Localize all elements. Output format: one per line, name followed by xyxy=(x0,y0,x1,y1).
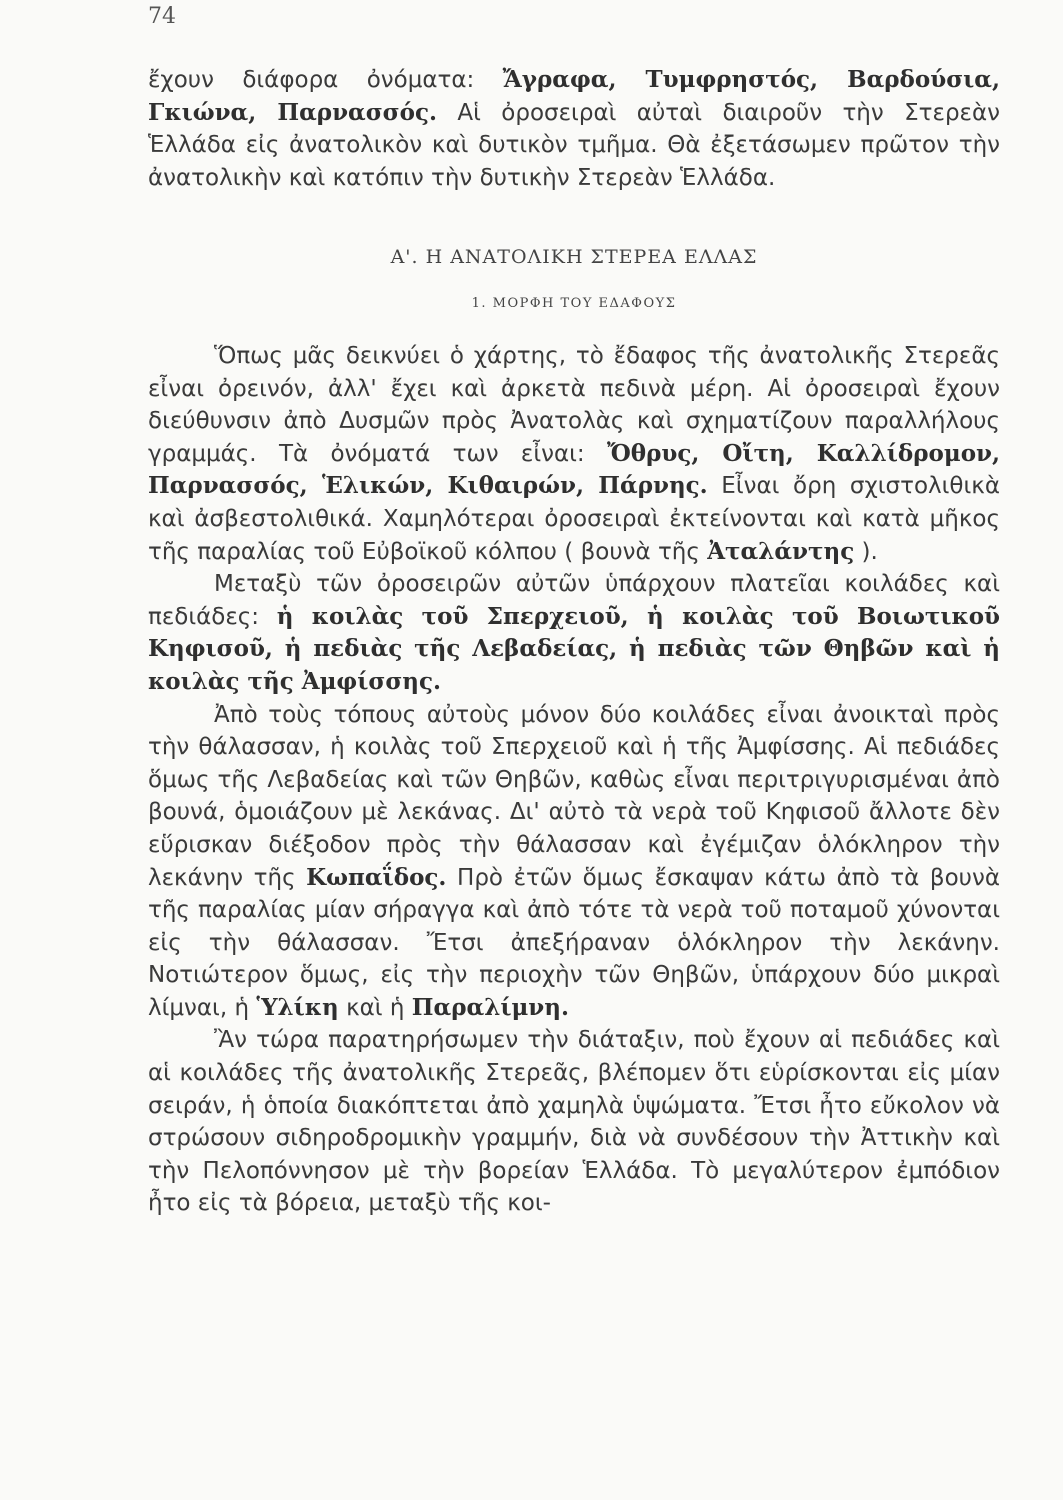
subsection-heading: 1. ΜΟΡΦΗ ΤΟΥ ΕΔΑΦΟΥΣ xyxy=(471,296,677,311)
intro-paragraph xyxy=(148,64,1000,194)
p1-text-3: ). xyxy=(854,538,878,565)
p1-text-2: Εἶναι ὄρη σχιστολιθικὰ καὶ ἀσβεστολιθικά. Χαμηλότεραι ὀροσειραὶ ἐκτείνονται καὶ κατὰ μῆκος τῆς παραλίας τοῦ Εὐβοϊκοῦ κόλπου ( βουνὰ τῆς xyxy=(148,473,1000,565)
p3-bold-2: Ὑλίκη xyxy=(256,993,339,1021)
p1-bold-1: Ὄθρυς, Οἴτη, Καλλίδρομον, Παρνασσός, Ἑλικών, Κιθαιρών, Πάρνης. xyxy=(148,439,1001,500)
p3-text-3: καὶ ἡ xyxy=(338,994,412,1021)
p2-bold-1: ἡ κοιλὰς τοῦ Σπερχειοῦ, ἡ κοιλὰς τοῦ Βοιωτικοῦ Κηφισοῦ, ἡ πεδιὰς τῆς Λεβαδείας, ἡ πεδιὰς τῶν Θηβῶν καὶ ἡ κοιλὰς τῆς Ἀμφίσσης. xyxy=(148,602,1001,695)
page-number: 74 xyxy=(148,4,176,29)
p3-bold-1: Κωπαΐδος. xyxy=(306,863,447,891)
p3-bold-3: Παραλίμνη. xyxy=(411,993,569,1021)
p3-text-1: Ἀπὸ τοὺς τόπους αὐτοὺς μόνον δύο κοιλάδες εἶναι ἀνοικταὶ πρὸς τὴν θάλασσαν, ἡ κοιλὰς τοῦ Σπερχειοῦ καὶ ἡ τῆς Ἀμφίσσης. Αἱ πεδιάδες ὅμως τῆς Λεβαδείας καὶ τῶν Θηβῶν, καθὼς εἶναι περιτριγυρισμέναι ἀπὸ βουνά, ὁμοιάζουν μὲ λεκάνας. Δι' αὐτὸ τὰ νερὰ τοῦ Κηφισοῦ ἄλλοτε δὲν εὕρισκαν διέξοδον πρὸς τὴν θάλασσαν καὶ ἐγέμιζαν ὁλόκληρον τὴν λεκάνην τῆς xyxy=(148,701,1000,891)
section-heading: Α'. Η ΑΝΑΤΟΛΙΚΗ ΣΤΕΡΕΑ ΕΛΛΑΣ xyxy=(390,246,758,268)
intro-text-2: Αἱ ὀροσειραὶ αὐταὶ διαιροῦν τὴν Στερεὰν Ἑλλάδα εἰς ἀνατολικὸν καὶ δυτικὸν τμῆμα. Θὰ ἐξετάσωμεν πρῶτον τὴν ἀνατολικὴν καὶ κατόπιν τὴν δυτικὴν Στερεὰν Ἑλλάδα. xyxy=(148,99,1000,191)
paragraph-2 xyxy=(148,568,1000,698)
p1-bold-2: Ἀταλάντης xyxy=(707,537,855,565)
paragraph-3 xyxy=(148,699,1000,1025)
p1-text-1: Ὅπως μᾶς δεικνύει ὁ χάρτης, τὸ ἔδαφος τῆς ἀνατολικῆς Στερεᾶς εἶναι ὀρεινόν, ἀλλ' ἔχει καὶ ἀρκετὰ πεδινὰ μέρη. Αἱ ὀροσειραὶ ἔχουν διεύθυνσιν ἀπὸ Δυσμῶν πρὸς Ἀνατολὰς καὶ σχηματίζουν παραλλήλους γραμμάς. Τὰ ὀνόματά των εἶναι: xyxy=(148,343,1000,467)
p3-text-2: Πρὸ ἐτῶν ὅμως ἔσκαψαν κάτω ἀπὸ τὰ βουνὰ τῆς παραλίας μίαν σήραγγα καὶ ἀπὸ τότε τὰ νερὰ τοῦ ποταμοῦ χύνονται εἰς τὴν θάλασσαν. Ἔτσι ἀπεξήραναν ὁλόκληρον τὴν λεκάνην. Νοτιώτερον ὅμως, εἰς τὴν περιοχὴν τῶν Θηβῶν, ὑπάρχουν δύο μικραὶ λίμναι, ἡ xyxy=(148,864,1000,1021)
p2-text-1: Μεταξὺ τῶν ὀροσειρῶν αὐτῶν ὑπάρχουν πλατεῖαι κοιλάδες καὶ πεδιάδες: xyxy=(148,571,1000,630)
mountain-names-bold: Ἄγραφα, Τυμφρηστός, Βαρδούσια, Γκιώνα, Παρνασσός. xyxy=(148,66,1000,126)
paragraph-4 xyxy=(148,1024,1000,1220)
intro-text-1: ἔχουν διάφορα ὀνόματα: xyxy=(148,67,503,93)
body-text xyxy=(148,340,1000,1220)
p4-text-1: Ἂν τώρα παρατηρήσωμεν τὴν διάταξιν, ποὺ ἔχουν αἱ πεδιάδες καὶ αἱ κοιλάδες τῆς ἀνατολικῆς Στερεᾶς, βλέπομεν ὅτι εὑρίσκονται εἰς μίαν σειράν, ἡ ὁποία διακόπτεται ἀπὸ χαμηλὰ ὑψώματα. Ἔτσι ἦτο εὔκολον νὰ στρώσουν σιδηροδρομικὴν γραμμήν, διὰ νὰ συνδέσουν τὴν Ἀττικὴν καὶ τὴν Πελοπόννησον μὲ τὴν βορείαν Ἑλλάδα. Τὸ μεγαλύτερον ἐμπόδιον ἦτο εἰς τὰ βόρεια, μεταξὺ τῆς κοι- xyxy=(148,1027,1000,1217)
paragraph-1 xyxy=(148,340,1000,568)
